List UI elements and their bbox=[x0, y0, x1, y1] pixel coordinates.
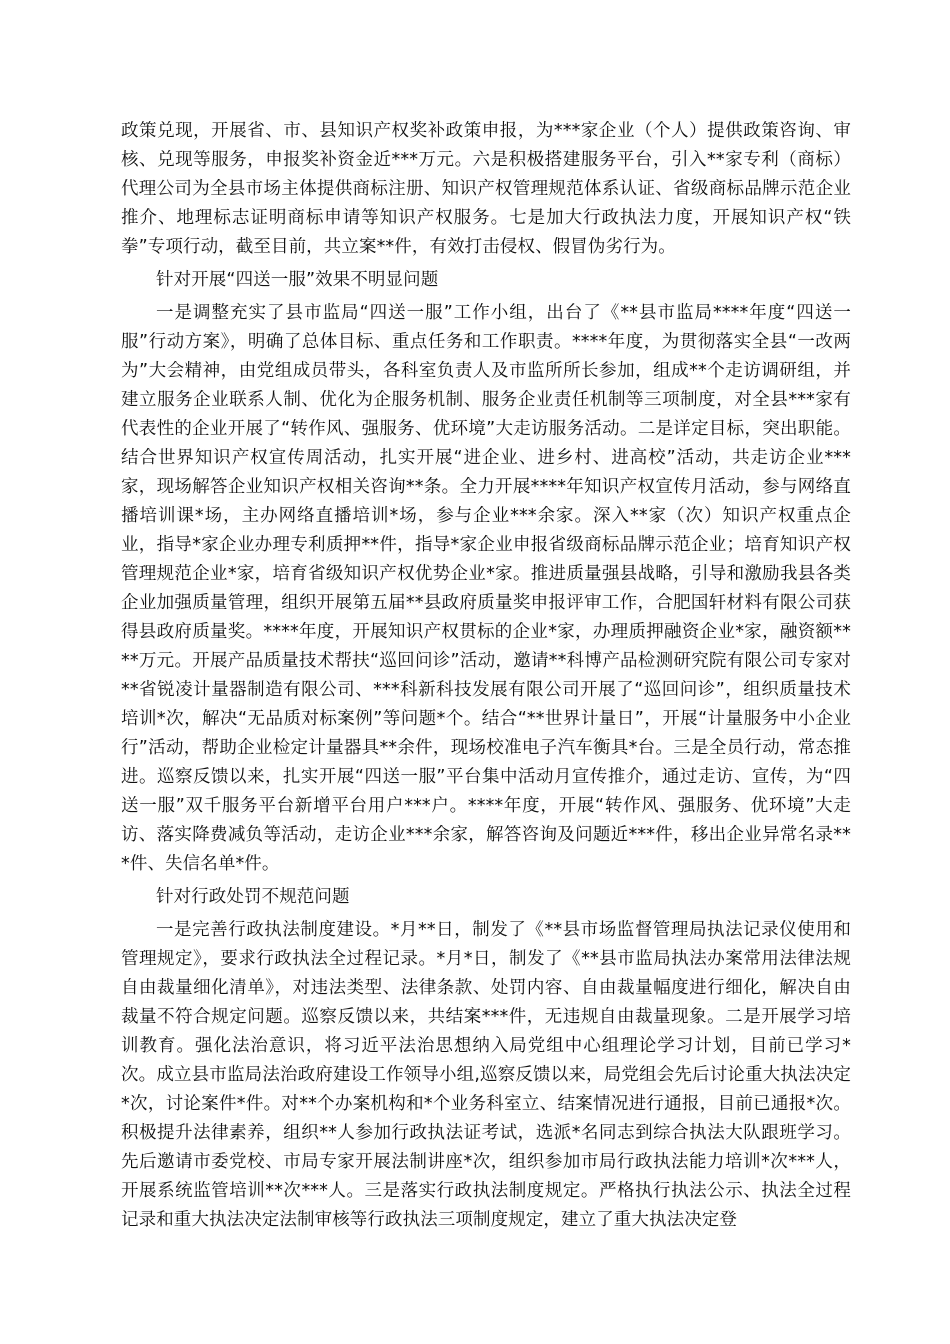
section-heading-administrative-penalty: 针对行政处罚不规范问题 bbox=[156, 887, 350, 907]
section-heading-four-send-one-serve: 针对开展“四送一服”效果不明显问题 bbox=[156, 270, 439, 290]
paragraph-administrative-penalty: 一是完善行政执法制度建设。*月**日，制发了《**县市场监督管理局执法记录仪使用和管理规定》，要求行政执法全过程记录。*月*日，制发了《**县市监局执法办案常用法律法规自由裁量细化清单》，对违法类型、法律条款、处罚内容、自由裁量幅度进行细化，解决自由裁量不符合规定问题。巡察反馈以来，共结案***件，无违规自由裁量现象。二是开展学习培训教育。强化法治意识，将习近平法治思想纳入局党组中心组理论学习计划，目前已学习*次。成立县市监局法治政府建设工作领导小组,巡察反馈以来，局党组会先后讨论重大执法决定*次，讨论案件*件。对**个办案机构和*个业务科室立、结案情况进行通报，目前已通报*次。积极提升法律素养，组织**人参加行政执法证考试，选派*名同志到综合执法大队跟班学习。先后邀请市委党校、市局专家开展法制讲座*次，组织参加市局行政执法能力培训*次***人，开展系统监管培训**次***人。三是落实行政执法制度规定。严格执行执法公示、执法全过程记录和重大执法决定法制审核等行政执法三项制度规定，建立了重大执法决定登 bbox=[121, 920, 851, 1230]
paragraph-continuation: 政策兑现，开展省、市、县知识产权奖补政策申报，为***家企业（个人）提供政策咨询、审核、兑现等服务，申报奖补资金近***万元。六是积极搭建服务平台，引入**家专利（商标）代理公司为全县市场主体提供商标注册、知识产权管理规范体系认证、省级商标品牌示范企业推介、地理标志证明商标申请等知识产权服务。七是加大行政执法力度，开展知识产权“铁拳”专项行动，截至目前，共立案**件，有效打击侵权、假冒伪劣行为。 bbox=[121, 121, 851, 257]
document-body bbox=[121, 117, 851, 1235]
paragraph-four-send-one-serve: 一是调整充实了县市监局“四送一服”工作小组，出台了《**县市监局****年度“四送一服”行动方案》，明确了总体目标、重点任务和工作职责。****年度，为贯彻落实全县“一改两为”大会精神，由党组成员带头，各科室负责人及市监所所长参加，组成**个走访调研组，并建立服务企业联系人制、优化为企服务机制、服务企业责任机制等三项制度，对全县***家有代表性的企业开展了“转作风、强服务、优环境”大走访服务活动。二是详定目标，突出职能。结合世界知识产权宣传周活动，扎实开展“进企业、进乡村、进高校”活动，共走访企业***家，现场解答企业知识产权相关咨询**条。全力开展****年知识产权宣传月活动，参与网络直播培训课*场，主办网络直播培训*场，参与企业***余家。深入**家（次）知识产权重点企业，指导*家企业办理专利质押**件，指导*家企业申报省级商标品牌示范企业；培育知识产权管理规范企业*家，培育省级知识产权优势企业*家。推进质量强县战略，引导和激励我县各类企业加强质量管理，组织开展第五届**县政府质量奖申报评审工作，合肥国轩材料有限公司获得县政府质量奖。****年度，开展知识产权贯标的企业*家，办理质押融资企业*家，融资额****万元。开展产品质量技术帮扶“巡回问诊”活动，邀请**科博产品检测研究院有限公司专家对**省锐凌计量器制造有限公司、***科新科技发展有限公司开展了“巡回问诊”，组织质量技术培训*次，解决“无品质对标案例”等问题*个。结合“**世界计量日”，开展“计量服务中小企业行”活动，帮助企业检定计量器具**余件，现场校准电子汽车衡具*台。三是全员行动，常态推进。巡察反馈以来，扎实开展“四送一服”平台集中活动月宣传推介，通过走访、宣传，为“四送一服”双千服务平台新增平台用户***户。****年度，开展“转作风、强服务、优环境”大走访、落实降费减负等活动，走访企业***余家，解答咨询及问题近***件，移出企业异常名录***件、失信名单*件。 bbox=[121, 303, 851, 874]
